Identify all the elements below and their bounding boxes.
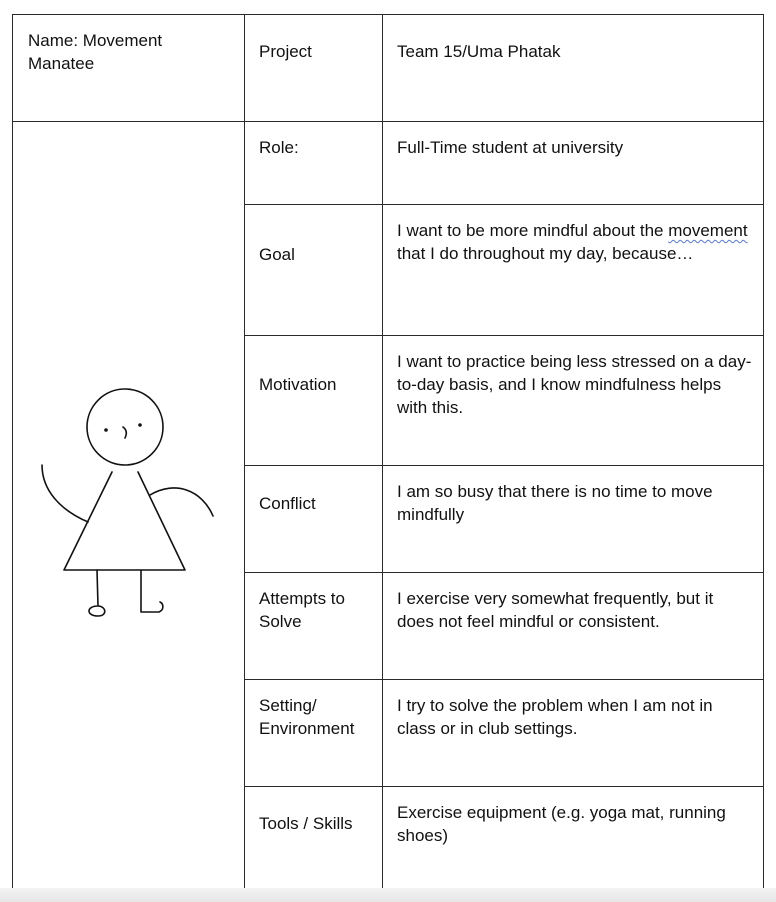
project-label: Project bbox=[259, 42, 312, 61]
row-divider bbox=[244, 465, 764, 466]
row-divider bbox=[244, 335, 764, 336]
persona-name-line1: Name: Movement bbox=[28, 31, 163, 50]
figure-left-arm bbox=[42, 465, 88, 522]
table-border-header bbox=[12, 121, 764, 122]
stick-figure-drawing bbox=[30, 380, 230, 630]
row-value-conflict: I am so busy that there is no time to move mindfully bbox=[397, 482, 713, 524]
table-border-top bbox=[12, 14, 764, 15]
table-border-left bbox=[12, 14, 13, 890]
figure-right-eye bbox=[138, 423, 142, 427]
row-label-attempts: Attempts to Solve bbox=[259, 589, 345, 631]
spellcheck-flagged-word[interactable]: movement bbox=[668, 221, 748, 240]
row-divider bbox=[244, 679, 764, 680]
row-value-tools: Exercise equipment (e.g. yoga mat, running shoes) bbox=[397, 803, 726, 845]
persona-name-line2: Manatee bbox=[28, 54, 95, 73]
row-label-conflict: Conflict bbox=[259, 494, 316, 513]
figure-left-eye bbox=[104, 428, 108, 432]
row-value-goal bbox=[397, 219, 752, 265]
column-divider bbox=[244, 14, 245, 890]
row-value-attempts: I exercise very somewhat frequently, but it does not feel mindful or consistent. bbox=[397, 589, 714, 631]
row-value-role: Full-Time student at university bbox=[397, 138, 624, 157]
row-value-setting: I try to solve the problem when I am not in class or in club settings. bbox=[397, 696, 713, 738]
figure-nose bbox=[123, 427, 126, 438]
row-label-motivation: Motivation bbox=[259, 375, 337, 394]
goal-text-end: that I do throughout my day, because… bbox=[397, 244, 694, 263]
figure-body bbox=[64, 472, 185, 570]
figure-right-arm bbox=[150, 488, 213, 516]
persona-name bbox=[28, 29, 228, 75]
row-divider bbox=[244, 204, 764, 205]
row-divider bbox=[244, 572, 764, 573]
row-value-motivation: I want to practice being less stressed on a day-to-day basis, and I know mindfulness helps with this. bbox=[397, 352, 752, 417]
column-divider bbox=[382, 14, 383, 890]
figure-right-leg bbox=[141, 570, 163, 612]
row-divider bbox=[244, 786, 764, 787]
figure-head bbox=[87, 389, 163, 465]
project-value: Team 15/Uma Phatak bbox=[397, 42, 561, 61]
row-label-role: Role: bbox=[259, 138, 299, 157]
row-label-setting: Setting/ Environment bbox=[259, 696, 355, 738]
row-label-tools: Tools / Skills bbox=[259, 814, 353, 833]
row-label-goal: Goal bbox=[259, 245, 295, 264]
figure-left-leg bbox=[89, 570, 105, 616]
goal-text-start: I want to be more mindful about the bbox=[397, 221, 669, 240]
window-bottom-edge bbox=[0, 888, 776, 902]
table-border-right bbox=[763, 14, 764, 890]
